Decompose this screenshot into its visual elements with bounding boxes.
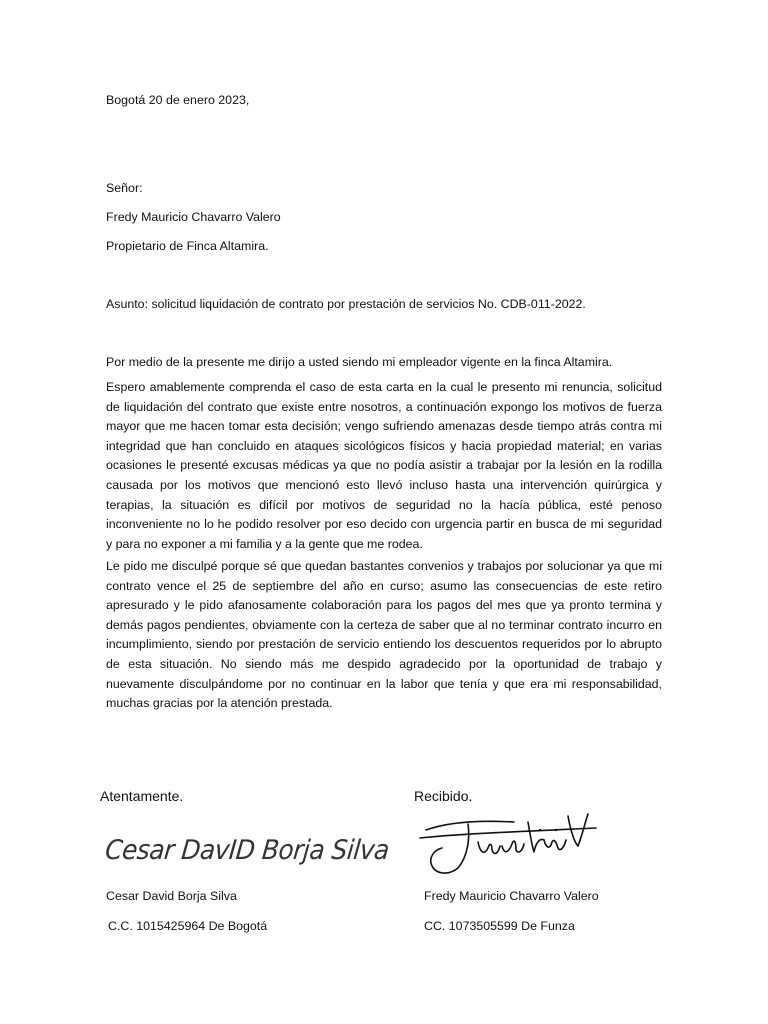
recipient-name: Fredy Mauricio Chavarro Valero <box>106 210 281 224</box>
salutation: Señor: <box>106 181 143 195</box>
sender-name: Cesar David Borja Silva <box>106 889 237 903</box>
body-paragraph-2: Le pido me disculpé porque sé que quedan bastantes convenios y trabajos por solucionar ya que mi contrato vence el 25 de septiembre del año en curso; asumo las consecuencias de este retiro apresurado y le pido afanosamente colaboración para los pagos del mes que ya pronto termina y demás pagos pendientes, obviamente con la certeza de saber que al no terminar contrato incurro en incumplimiento, siendo por prestación de servicio entiendo los descuentos requeridos por lo abrupto de esta situación. No siendo más me despido agradecido por la oportunidad de trabajo y nuevamente disculpándome por no continuar en la labor que tenía y que era mi responsabilidad, muchas gracias por la atención prestada. <box>106 559 662 711</box>
receiver-name: Fredy Mauricio Chavarro Valero <box>424 889 599 903</box>
subject-line: Asunto: solicitud liquidación de contrato por prestación de servicios No. CDB-011-2022. <box>106 297 586 311</box>
sender-id: C.C. 1015425964 De Bogotá <box>108 919 268 933</box>
closing-recibido: Recibido. <box>414 788 473 804</box>
sender-handwritten-signature <box>103 826 391 872</box>
closing-atentamente: Atentamente. <box>100 788 184 804</box>
receiver-id: CC. 1073505599 De Funza <box>424 919 575 933</box>
sender-handwritten-text: Cesar DavID Borja Silva <box>103 835 391 867</box>
receiver-handwritten-signature <box>418 808 598 878</box>
body-paragraph-1: Espero amablemente comprenda el caso de esta carta en la cual le presento mi renuncia, solicitud de liquidación del contrato que existe entre nosotros, a continuación expongo los motivos de fuerza mayor que me hacen tomar esta decisión; vengo sufriendo amenazas desde tiempo atrás contra mi integridad que han concluido en ataques sicológicos físicos y hacia propiedad material; en varias ocasiones le presenté excusas médicas ya que no podía asistir a trabajar por la lesión en la rodilla causada por los motivos que mencionó esto llevó incluso hasta una intervención quirúrgica y terapias, la situación es difícil por motivos de seguridad no la hacía pública, esté penoso inconveniente no lo he podido resolver por eso decido con urgencia partir en busca de mi seguridad y para no exponer a mi familia y a la gente que me rodea. <box>106 380 662 551</box>
intro-paragraph: Por medio de la presente me dirijo a usted siendo mi empleador vigente en la finca Altamira. <box>106 355 613 369</box>
place-date: Bogotá 20 de enero 2023, <box>106 93 250 107</box>
recipient-title: Propietario de Finca Altamira. <box>106 239 269 253</box>
